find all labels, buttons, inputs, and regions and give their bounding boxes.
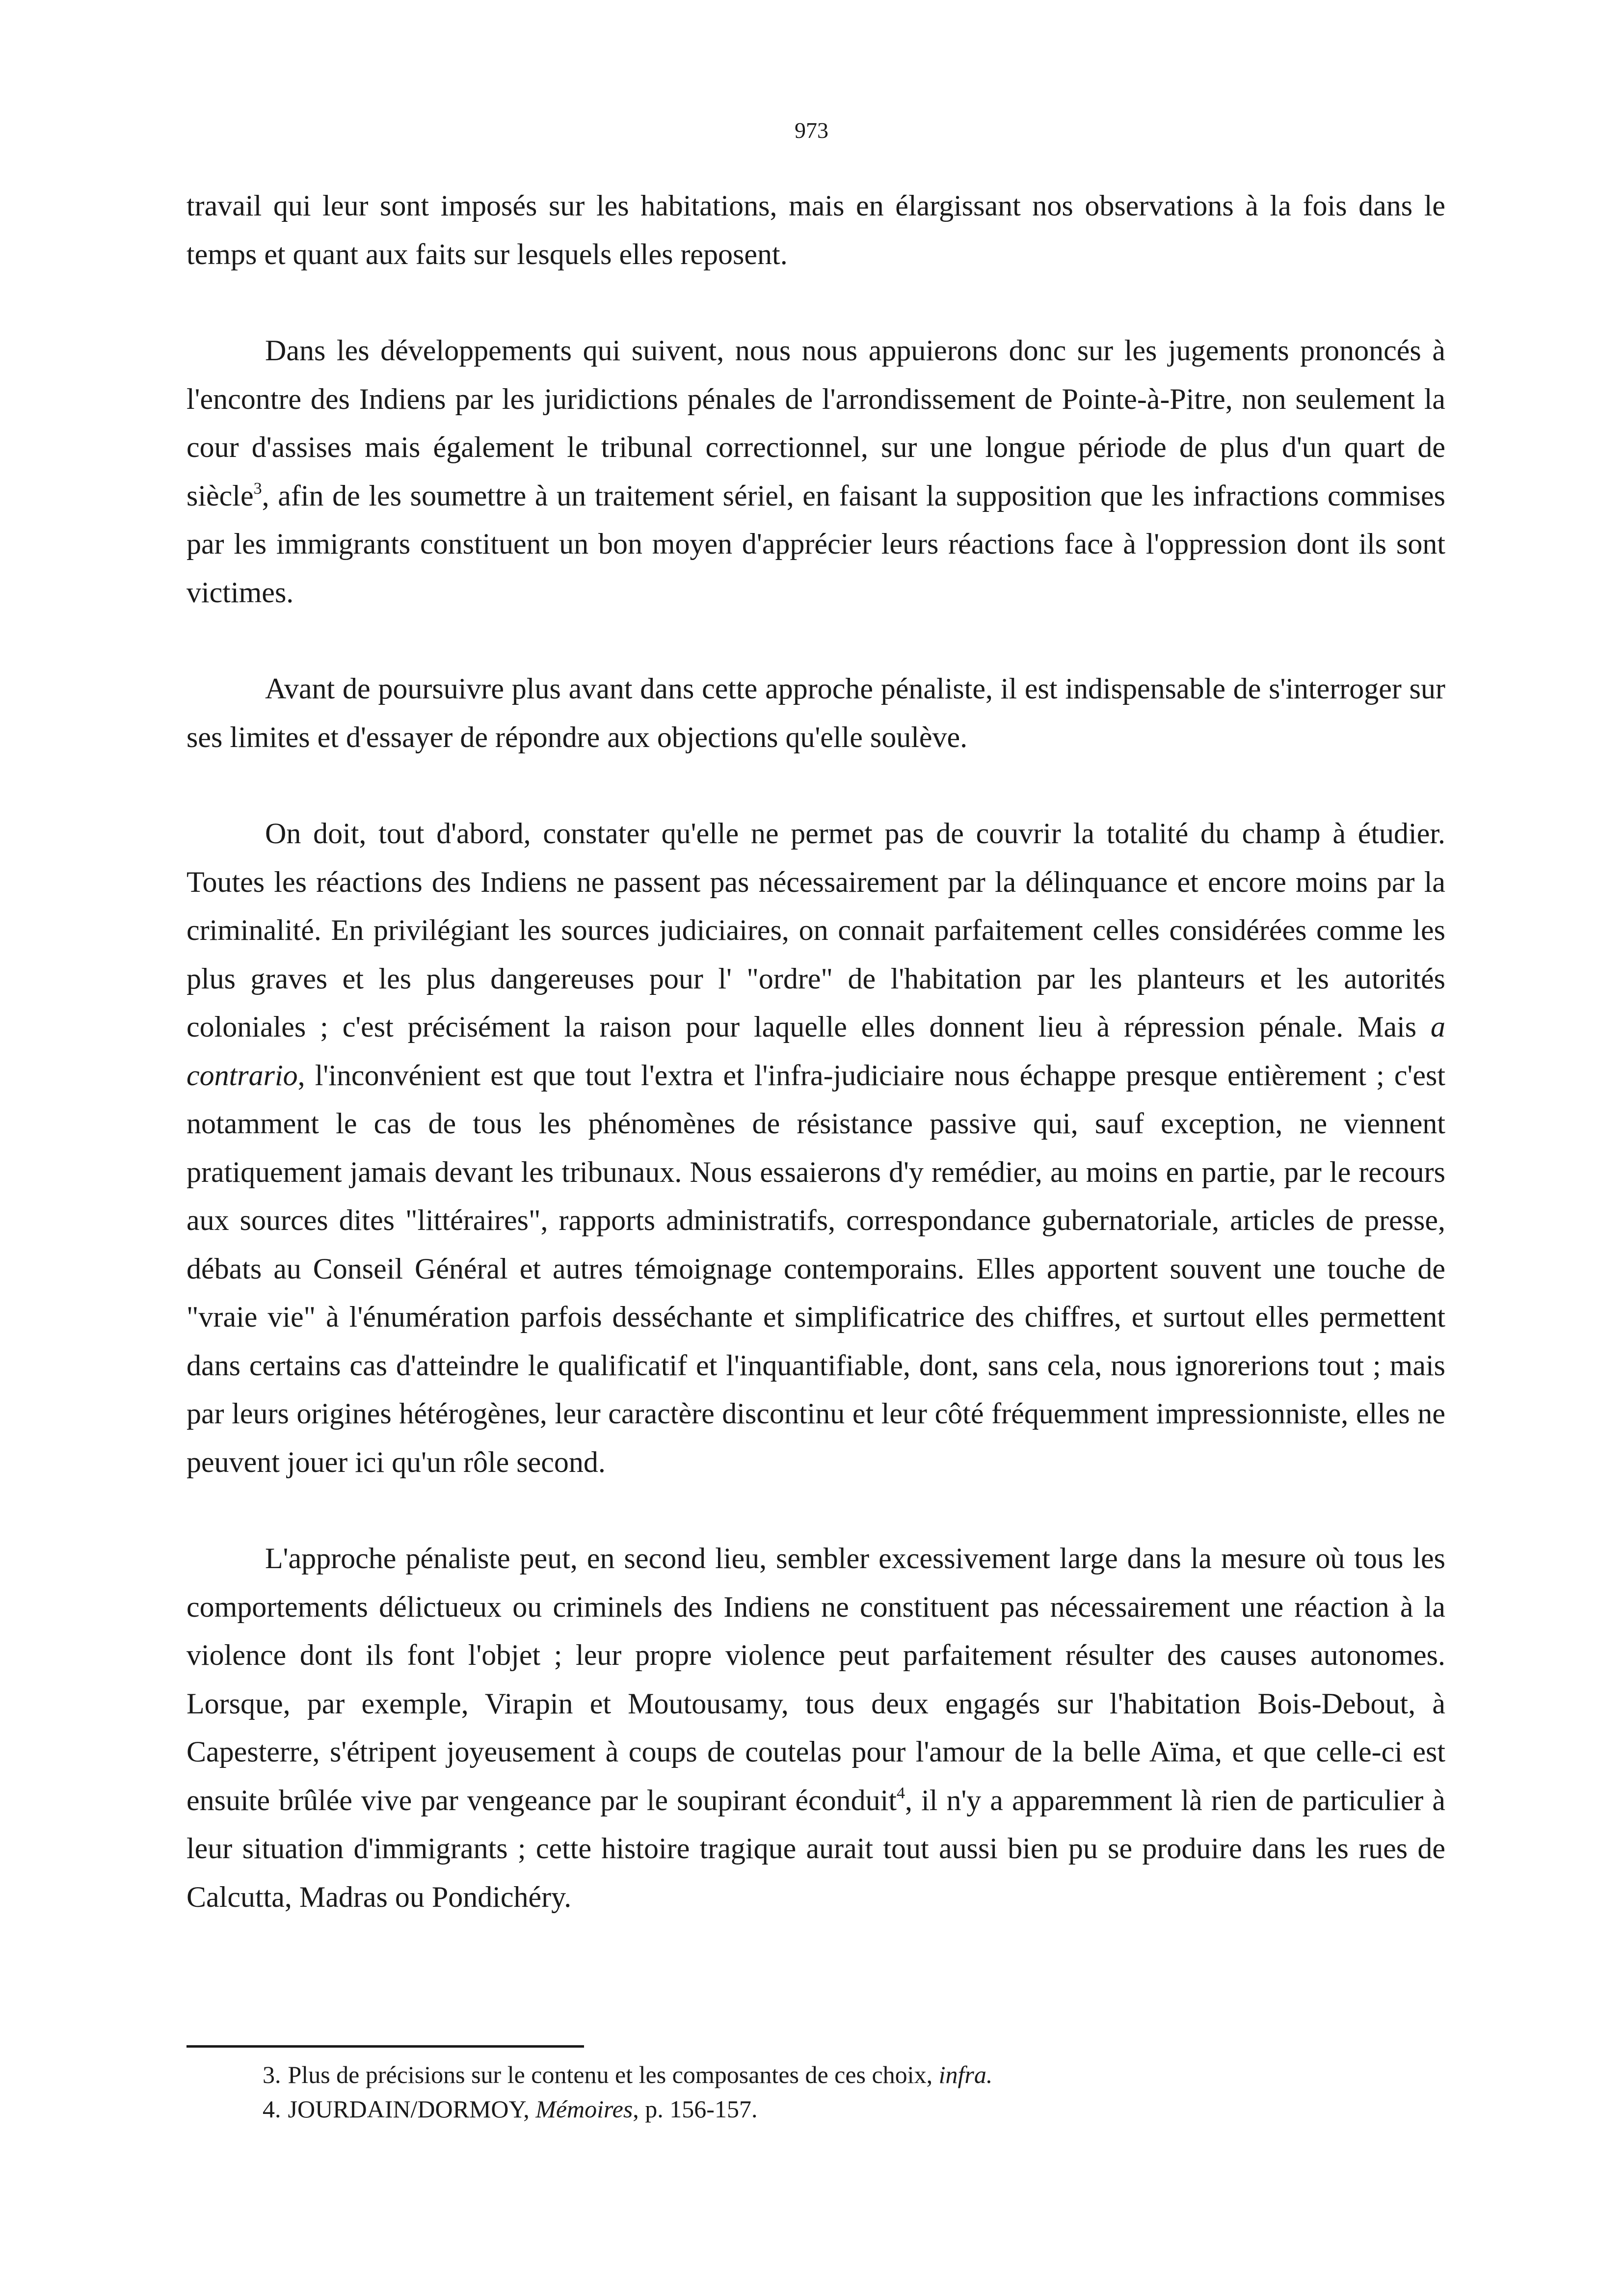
footnote-separator [186,2045,584,2048]
paragraph-1 [186,182,1445,278]
paragraph-4 [186,809,1445,1486]
footnote-number: 4. [263,2095,281,2123]
footnote-text: JOURDAIN/DORMOY, [288,2095,536,2123]
paragraph-2-text-b: , afin de les soumettre à un traitement sériel, en faisant la supposition que les infractions commises par les immigrants constituent un bon moyen d'apprécier leurs réactions face à l'oppression dont ils sont victimes. [186,479,1445,609]
footnote-italic: Mémoires [535,2095,633,2123]
footnote-ref-3[interactable]: 3 [253,479,262,498]
page-number: 973 [795,118,828,143]
footnote-ref-4[interactable]: 4 [897,1784,905,1802]
footnote-number: 3. [263,2061,281,2088]
paragraph-2 [186,326,1445,616]
paragraph-1-text: travail qui leur sont imposés sur les habitations, mais en élargissant nos observations à la fois dans le temps et quant aux faits sur lesquels elles reposent. [186,189,1445,270]
paragraph-5 [186,1534,1445,1921]
footnote-4 [263,2092,1445,2126]
paragraph-2-text-a: Dans les développements qui suivent, nous nous appuierons donc sur les jugements prononcés à l'encontre des Indiens par les juridictions pénales de l'arrondissement de Pointe-à-Pitre, non seulement la cour d'assises mais également le tribunal correctionnel, sur une longue période de plus d'un quart de siècle [186,334,1445,512]
body-text [186,182,1445,1921]
paragraph-3-text: Avant de poursuivre plus avant dans cette approche pénaliste, il est indispensable de s'interroger sur ses limites et d'essayer de répondre aux objections qu'elle soulève. [186,672,1445,753]
italic-phrase: a contrario [186,1011,1445,1092]
footnote-text-end: , p. 156-157. [633,2095,758,2123]
footnote-text: Plus de précisions sur le contenu et les composantes de ces choix, [288,2061,939,2088]
footnotes [263,2057,1445,2126]
paragraph-5-text-a: L'approche pénaliste peut, en second lieu, sembler excessivement large dans la mesure où tous les comportements délictueux ou criminels des Indiens ne constituent pas nécessairement une réaction à la violence dont ils font l'objet ; leur propre violence peut parfaitement résulter des causes autonomes. Lorsque, par exemple, Virapin et Moutousamy, tous deux engagés sur l'habitation Bois-Debout, à Capesterre, s'étripent joyeusement à coups de coutelas pour l'amour de la belle Aïma, et que celle-ci est ensuite brûlée vive par vengeance par le soupirant éconduit [186,1542,1445,1816]
footnote-3 [263,2057,1445,2092]
paragraph-4-text-b: , l'inconvénient est que tout l'extra et l'infra-judiciaire nous échappe presque entièrement ; c'est notamment le cas de tous les phénomènes de résistance passive qui, sauf exception, ne viennent pratiquement jamais devant les tribunaux. Nous essaierons d'y remédier, au moins en partie, par le recours aux sources dites "littéraires", rapports administratifs, correspondance gubernatoriale, articles de presse, débats au Conseil Général et autres témoignage contemporains. Elles apportent souvent une touche de "vraie vie" à l'énumération parfois desséchante et simplificatrice des chiffres, et surtout elles permettent dans certains cas d'atteindre le qualificatif et l'inquantifiable, dont, sans cela, nous ignorerions tout ; mais par leurs origines hétérogènes, leur caractère discontinu et leur côté fréquemment impressionniste, elles ne peuvent jouer ici qu'un rôle second. [186,1059,1445,1478]
paragraph-5-text-b: , il n'y a apparemment là rien de particulier à leur situation d'immigrants ; cette histoire tragique aurait tout aussi bien pu se produire dans les rues de Calcutta, Madras ou Pondichéry. [186,1784,1446,1913]
paragraph-4-text-a: On doit, tout d'abord, constater qu'elle ne permet pas de couvrir la totalité du champ à étudier. Toutes les réactions des Indiens ne passent pas nécessairement par la délinquance et encore moins par la criminalité. En privilégiant les sources judiciaires, on connait parfaitement celles considérées comme les plus graves et les plus dangereuses pour l' "ordre" de l'habitation par les planteurs et les autorités coloniales ; c'est précisément la raison pour laquelle elles donnent lieu à répression pénale. Mais [186,817,1445,1043]
footnote-italic: infra. [938,2061,993,2088]
paragraph-3 [186,665,1445,761]
